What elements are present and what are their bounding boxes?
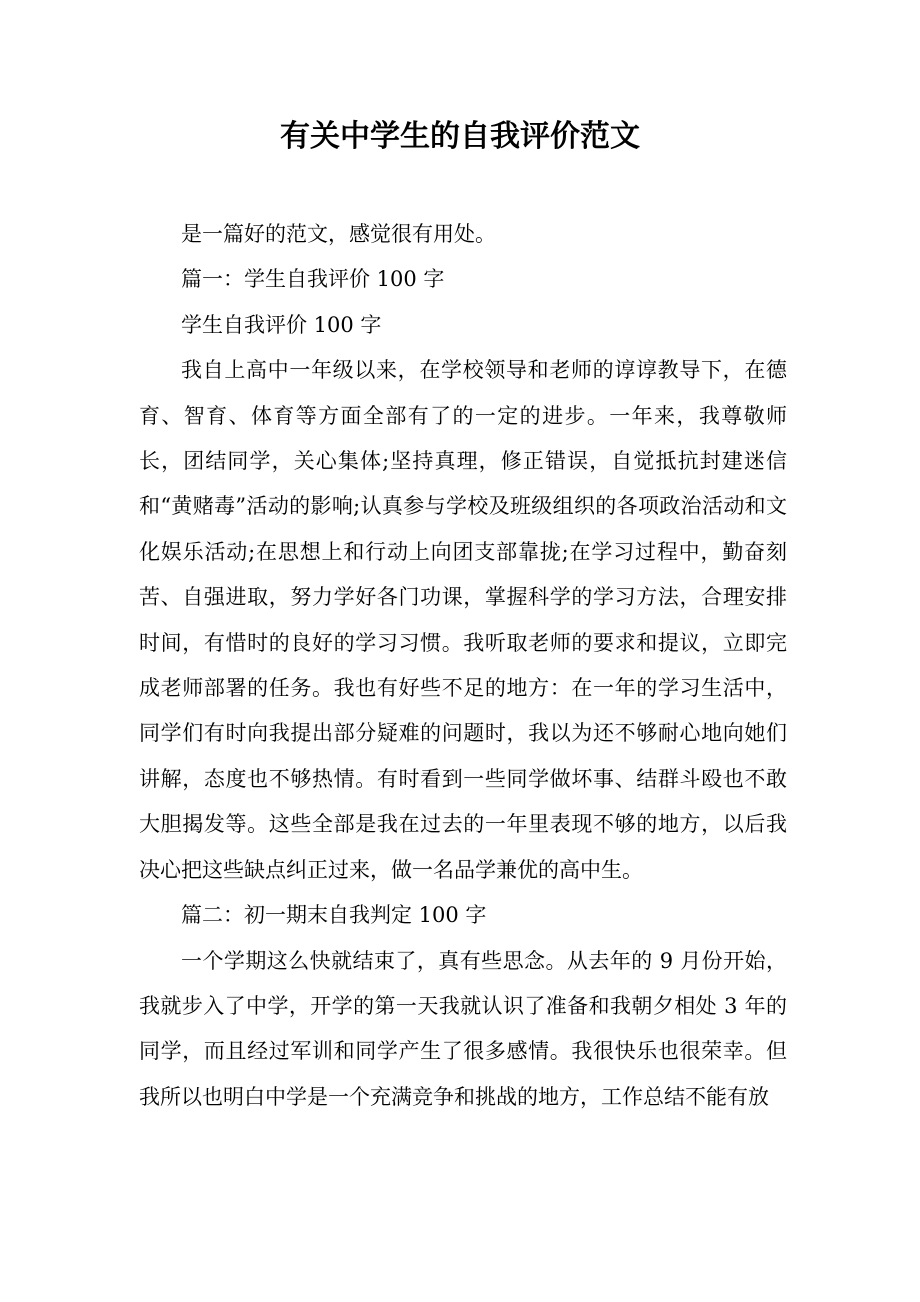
document-body <box>139 212 787 1120</box>
section-heading-1: 篇一：学生自我评价 100 字 <box>181 267 445 292</box>
document-title: 有关中学生的自我评价范文 <box>280 119 640 154</box>
paragraph-section-2: 一个学期这么快就结束了，真有些思念。从去年的 9 月份开始，我就步入了中学，开学的第一天我就认识了准备和我朝夕相处 3 年的同学，而且经过军训和同学产生了很多感情。我很快乐也很荣幸。但我所以也明白中学是一个充满竞争和挑战的地方，工作总结不能有放 <box>139 948 787 1109</box>
section-heading-2: 篇二：初一期末自我判定 100 字 <box>181 903 487 928</box>
paragraph-intro: 是一篇好的范文，感觉很有用处。 <box>181 222 496 246</box>
paragraph-section-1: 我自上高中一年级以来，在学校领导和老师的谆谆教导下，在德育、智育、体育等方面全部有了的一定的进步。一年来，我尊敬师长，团结同学，关心集体;坚持真理，修正错误，自觉抵抗封建迷信和“黄赌毒”活动的影响;认真参与学校及班级组织的各项政治活动和文化娱乐活动;在思想上和行动上向团支部靠拢;在学习过程中，勤奋刻苦、自强进取，努力学好各门功课，掌握科学的学习方法，合理安排时间，有惜时的良好的学习习惯。我听取老师的要求和提议，立即完成老师部署的任务。我也有好些不足的地方：在一年的学习生活中，同学们有时向我提出部分疑难的问题时，我以为还不够耐心地向她们讲解，态度也不够热情。有时看到一些同学做坏事、结群斗殴也不敢大胆揭发等。这些全部是我在过去的一年里表现不够的地方，以后我决心把这些缺点纠正过来，做一名品学兼优的高中生。 <box>139 358 787 882</box>
subheading: 学生自我评价 100 字 <box>181 312 382 337</box>
